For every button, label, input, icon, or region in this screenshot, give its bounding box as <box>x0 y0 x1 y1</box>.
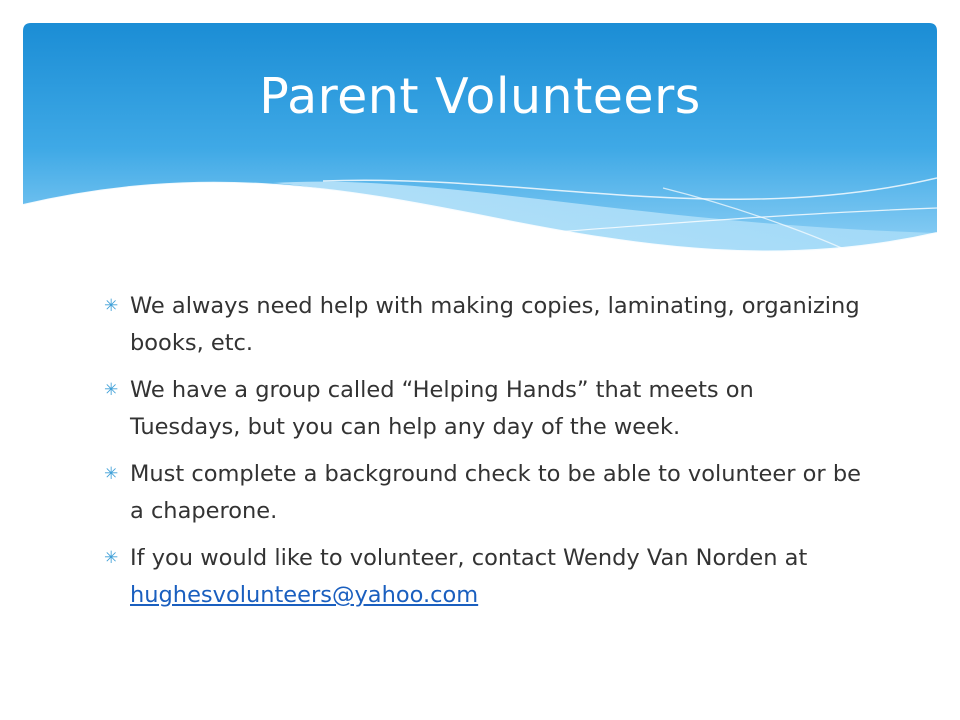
wave-banner-graphic <box>23 23 937 273</box>
bullet-text: If you would like to volunteer, contact Wendy Van Norden at <box>130 545 808 571</box>
contact-email-link[interactable]: hughesvolunteers@yahoo.com <box>130 582 479 608</box>
asterisk-bullet-icon: ✳ <box>104 380 119 400</box>
asterisk-bullet-icon: ✳ <box>104 296 119 316</box>
bullet-item <box>106 288 866 362</box>
title-banner <box>23 23 937 273</box>
bullet-text: We always need help with making copies, laminating, organizing books, etc. <box>130 293 860 356</box>
bullet-item <box>106 540 866 614</box>
asterisk-bullet-icon: ✳ <box>104 464 119 484</box>
bullet-text: Must complete a background check to be able to volunteer or be a chaperone. <box>130 461 861 524</box>
slide-title: Parent Volunteers <box>259 68 701 125</box>
bullet-list <box>106 288 866 624</box>
asterisk-bullet-icon: ✳ <box>104 548 119 568</box>
bullet-text: We have a group called “Helping Hands” that meets on Tuesdays, but you can help any day of the week. <box>130 377 754 440</box>
bullet-item <box>106 456 866 530</box>
bullet-item <box>106 372 866 446</box>
